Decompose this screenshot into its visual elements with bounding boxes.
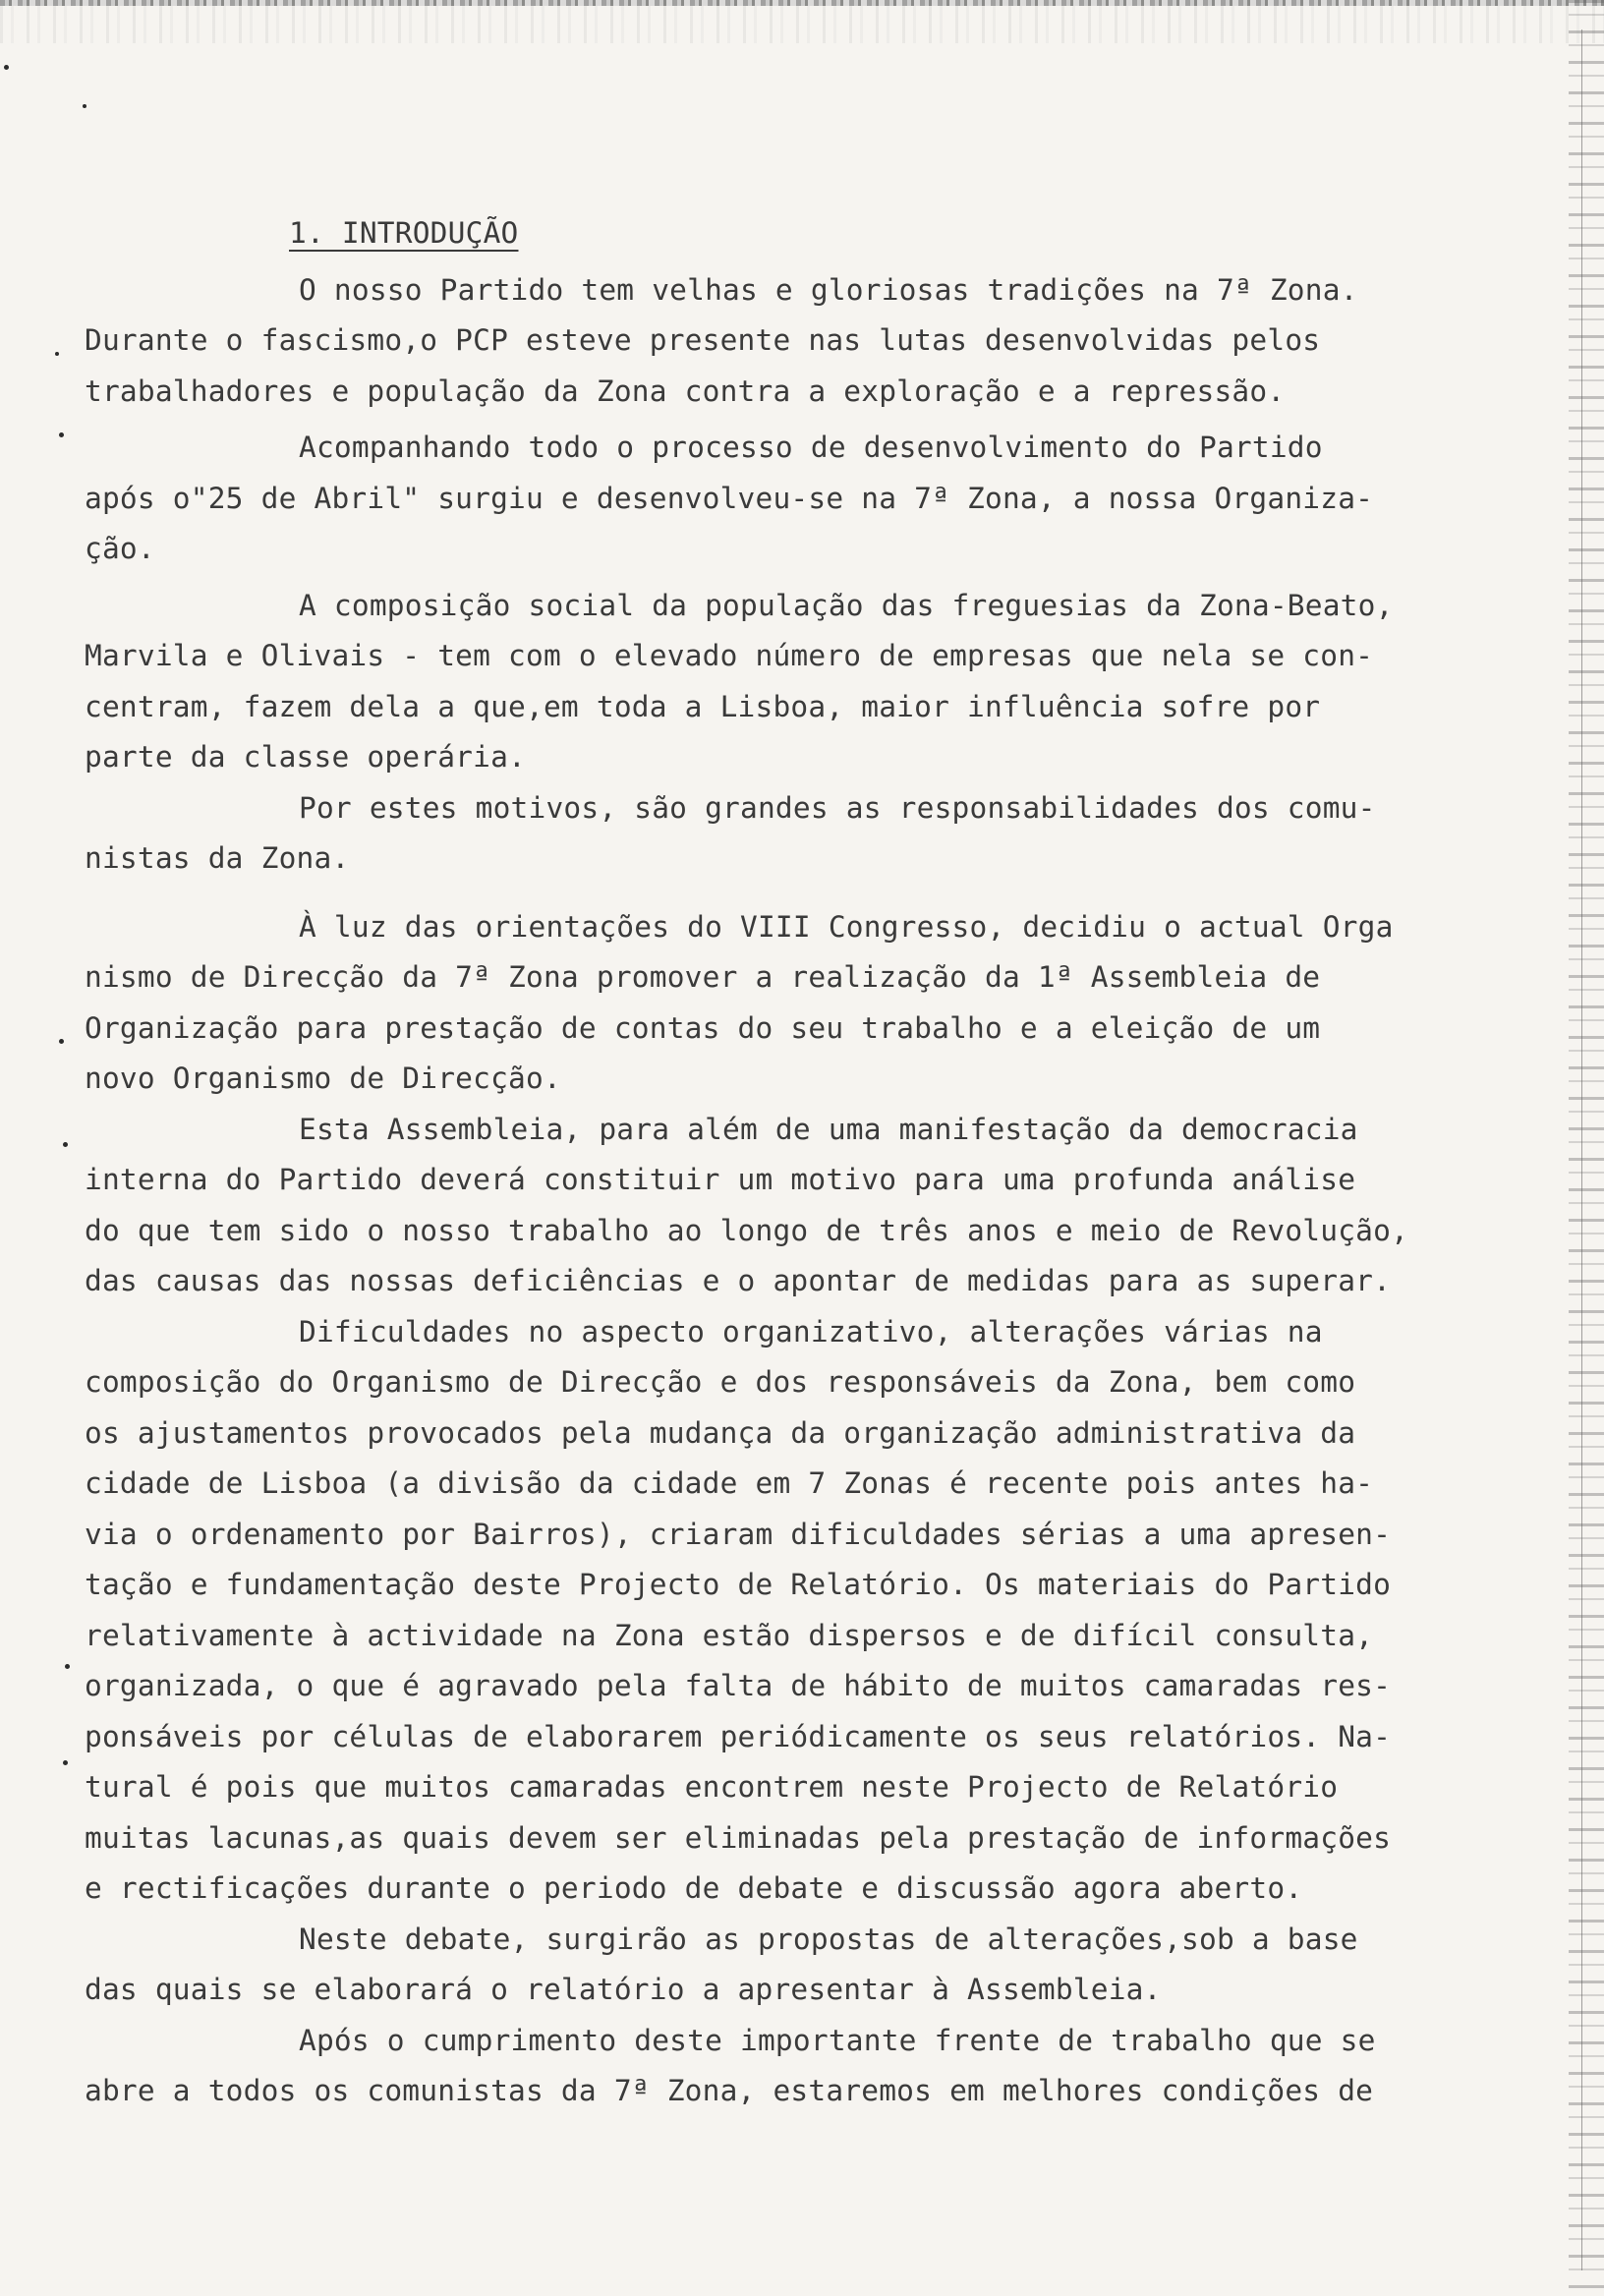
paragraph: Por estes motivos, são grandes as responsabilidades dos comu- nistas da Zona. (85, 790, 1376, 875)
scan-speck (4, 65, 9, 70)
scan-speck (59, 1039, 64, 1044)
scan-speck (59, 432, 64, 437)
paragraph: Acompanhando todo o processo de desenvolvimento do Partido após o"25 de Abril" surgiu e desenvolveu-se na 7ª Zona, a nossa Organiza- ção. (85, 430, 1374, 565)
paragraph: Após o cumprimento deste importante frente de trabalho que se abre a todos os comunistas da 7ª Zona, estaremos em melhores condições de (85, 2023, 1376, 2107)
paragraph: A composição social da população das freguesias da Zona-Beato, Marvila e Olivais - tem com o elevado número de empresas que nela se con- centram, fazem dela a que,em toda a Lisboa, maior influência sofre por parte da classe operária. (85, 588, 1394, 774)
scan-speck (65, 1664, 70, 1669)
scan-speck (63, 1142, 68, 1147)
scan-top-smudge (0, 6, 1604, 43)
paragraph: Dificuldades no aspecto organizativo, alterações várias na composição do Organismo de Direcção e dos responsáveis da Zona, bem como os ajustamentos provocados pela mudança da organização administrativa da cidade de Lisboa (a divisão da cidade em 7 Zonas é recente pois antes ha- via o ordenamento por Bairros), criaram dificuldades sérias a uma apresen- tação e fundamentação deste Projecto de Relatório. Os materiais do Partido relativamente à actividade na Zona estão dispersos e de difícil consulta, organizada, o que é agravado pela falta de hábito de muitos camaradas res- ponsáveis por células de elaborarem periódicamente os seus relatórios. Na- tural é pois que muitos camaradas encontrem neste Projecto de Relatório muitas lacunas,as quais devem ser eliminadas pela prestação de informações e rectificações durante o periodo de debate e discussão agora aberto. (85, 1314, 1392, 1905)
section-heading: 1. INTRODUÇÃO (289, 216, 519, 250)
scan-right-edge (1569, 0, 1604, 2296)
paragraph: Esta Assembleia, para além de uma manifestação da democracia interna do Partido deverá constituir um motivo para uma profunda análise do que tem sido o nosso trabalho ao longo de três anos e meio de Revolução, das causas das nossas deficiências e o apontar de medidas para as superar. (85, 1112, 1409, 1297)
paragraph: Neste debate, surgirão as propostas de alterações,sob a base das quais se elaborará o relatório a apresentar à Assembleia. (85, 1922, 1358, 2006)
paragraph: O nosso Partido tem velhas e gloriosas tradições na 7ª Zona. Durante o fascismo,o PCP esteve presente nas lutas desenvolvidas pelos trabalhadores e população da Zona contra a exploração e a repressão. (85, 272, 1358, 408)
paragraph: À luz das orientações do VIII Congresso, decidiu o actual Orga nismo de Direcção da 7ª Zona promover a realização da 1ª Assembleia de Organização para prestação de contas do seu trabalho e a eleição de um novo Organismo de Direcção. (85, 909, 1394, 1095)
scan-speck (83, 104, 86, 108)
document-body (85, 208, 1461, 2117)
scan-right-line (1581, 29, 1582, 2270)
scan-speck (55, 352, 59, 356)
scan-speck (63, 1760, 68, 1765)
